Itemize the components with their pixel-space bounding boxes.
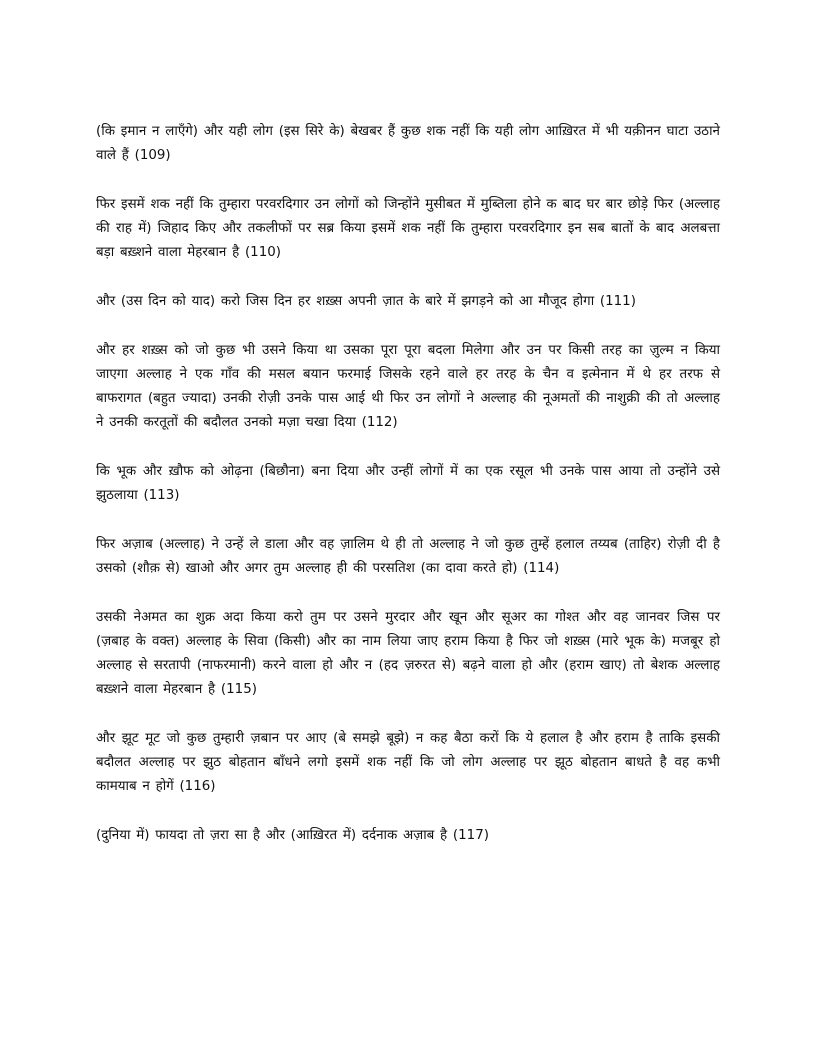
verse-paragraph-110: फिर इसमें शक नहीं कि तुम्हारा परवरदिगार उन लोगों को जिन्होंने मुसीबत में मुब्तिला होने क बाद घर बार छोड़े फिर (अल्लाह की राह में) जिहाद किए और तकलीफों पर सब्र किया इसमें शक नहीं कि तुम्हारा परवरदिगार इन सब बातों के बाद अलबत्ता बड़ा बख़्शने वाला मेहरबान है (110) xyxy=(96,197,720,260)
verse-paragraph-109: (कि इमान न लाएँगे) और यही लोग (इस सिरे के) बेखबर हैं कुछ शक नहीं कि यही लोग आख़िरत में भी यक़ीनन घाटा उठाने वाले हैं (109) xyxy=(96,124,720,163)
verse-paragraph-115: उसकी नेअमत का शुक्र अदा किया करो तुम पर उसने मुरदार और खून और सूअर का गोश्त और वह जानवर जिस पर (ज़बाह के वक्त) अल्लाह के सिवा (किसी) और का नाम लिया जाए हराम किया है फिर जो शख़्स (मारे भूक के) मजबूर हो अल्लाह से सरतापी (नाफरमानी) करने वाला हो और न (हद ज़रुरत से) बढ़ने वाला हो और (हराम खाए) तो बेशक अल्लाह बख़्शने वाला मेहरबान है (115) xyxy=(96,610,720,697)
verse-paragraph-112: और हर शख़्स को जो कुछ भी उसने किया था उसका पूरा पूरा बदला मिलेगा और उन पर किसी तरह का ज़ुल्म न किया जाएगा अल्लाह ने एक गाँव की मसल बयान फरमाई जिसके रहने वाले हर तरह के चैन व इत्मेनान में थे हर तरफ से बाफरागत (बहुत ज्यादा) उनकी रोज़ी उनके पास आई थी फिर उन लोगों ने अल्लाह की नूअमतों की नाशुक्री की तो अल्लाह ने उनकी करतूतों की बदौलत उनको मज़ा चखा दिया (112) xyxy=(96,343,720,430)
verse-paragraph-111: और (उस दिन को याद) करो जिस दिन हर शख़्स अपनी ज़ात के बारे में झगड़ने को आ मौजूद होगा (111) xyxy=(96,294,636,309)
verse-paragraph-117: (दुनिया में) फायदा तो ज़रा सा है और (आख़िरत में) दर्दनाक अज़ाब है (117) xyxy=(96,828,489,843)
verse-paragraph-113: कि भूक और ख़ौफ को ओढ़ना (बिछौना) बना दिया और उन्हीं लोगों में का एक रसूल भी उनके पास आया तो उन्होंने उसे झुठलाया (113) xyxy=(96,464,720,503)
document-page xyxy=(96,120,720,873)
verse-paragraph-114: फिर अज़ाब (अल्लाह) ने उन्हें ले डाला और वह ज़ालिम थे ही तो अल्लाह ने जो कुछ तुम्हें हलाल तय्यब (ताहिर) रोज़ी दी है उसको (शौक़ से) खाओ और अगर तुम अल्लाह ही की परसतिश (का दावा करते हो) (114) xyxy=(96,537,720,576)
verse-paragraph-116: और झूट मूट जो कुछ तुम्हारी ज़बान पर आए (बे समझे बूझे) न कह बैठा करों कि ये हलाल है और हराम है ताकि इसकी बदौलत अल्लाह पर झुठ बोहतान बाँधने लगो इसमें शक नहीं कि जो लोग अल्लाह पर झूठ बोहतान बाधते है वह कभी कामयाब न होगें (116) xyxy=(96,731,720,794)
